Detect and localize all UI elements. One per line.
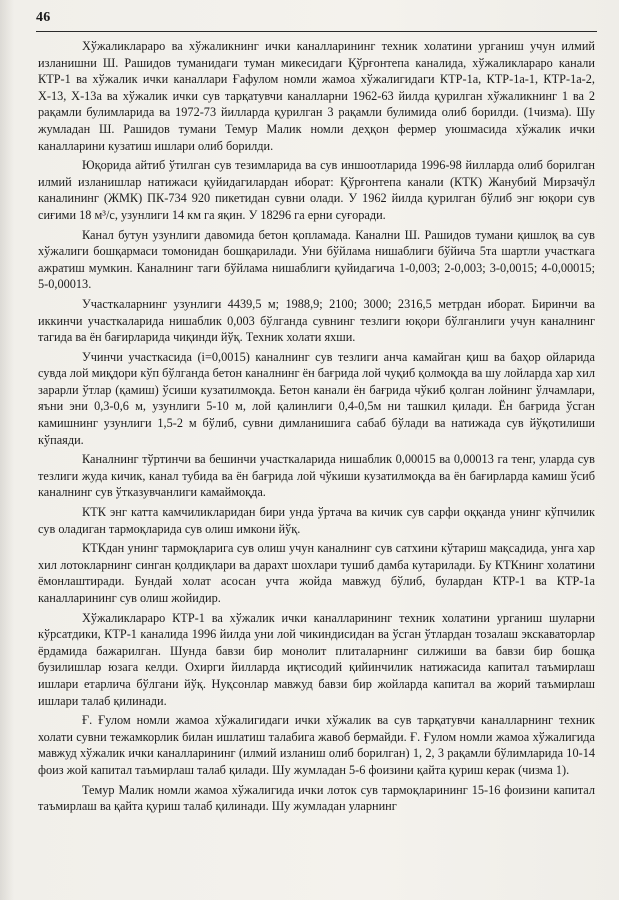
paragraph-7: КТК энг катта камчиликларидан бири унда ўртача ва кичик сув сарфи оққанда унинг кўпчилик сув оладиган тармоқларида сув олиш имкони йўқ. (38, 505, 595, 536)
paragraph-11: Темур Малик номли жамоа хўжалигида ички лоток сув тармоқларининг 15-16 фоизини капитал таъмирлаш ва қайта қуриш талаб қилинади. Шу жумладан уларнинг (38, 782, 595, 814)
body-text (38, 38, 595, 818)
paragraph-2: Юқорида айтиб ўтилган сув тезимларида ва сув иншоотларида 1996-98 йилларда олиб борилган илмий изланишлар натижаси қуйидагилардан иборат: Қўрғонтепа канали (КТК) Жанубий Мирзачўл каналининг (ЖМК) ПК-734 920 пикетидан сувни олади. У 1962 йилда қурилган бўлиб энг юқори сув сиғими 18 м³/с, узунлиги 14 км га яқин. У 18296 га ерни суғоради. (38, 158, 595, 222)
paragraph-8: КТКдан унинг тармоқларига сув олиш учун каналнинг сув сатхини кўтариш мақсадида, унга хар хил лотокларнинг синган қолдиқлари ва дарахт шохлари тушиб дамба кутарилади. Бу КТКнинг холатини ёмонлаштиради. Бундай холат асосан учта жойда мавжуд бўлиб, булардан КТР-1 ва КТР-1а каналларининг сув олиш жойидир. (38, 541, 595, 605)
paragraph-3: Канал бутун узунлиги давомида бетон қопламада. Канални Ш. Рашидов тумани қишлоқ ва сув хўжалиги бошқармаси томонидан бошқарилади. Уни бўйлама нишаблиги бўйича 5та шартли участкага ажратиш мумкин. Каналнинг таги бўйлама нишаблиги қуйидагича 1-0,003; 2-0,003; 3-0,0015; 4-0,00015; 5-0,00013. (38, 227, 595, 292)
paragraph-6: Каналнинг тўртинчи ва бешинчи участкаларида нишаблик 0,00015 ва 0,00013 га тенг, уларда сув тезлиги жуда кичик, канал тубида ва ён бағрида лой чўкиши кузатилмоқда ва ён бағирларда камиш ўсиб каналнинг сув ўтказувчанлиги камаймоқда. (38, 452, 595, 500)
paragraph-4: Участкаларнинг узунлиги 4439,5 м; 1988,9; 2100; 3000; 2316,5 метрдан иборат. Биринчи ва иккинчи участкаларида нишаблик 0,003 бўлганда сувнинг тезлиги юқори бўлганлиги учун каналнинг тагида ва ён бағирларида чиқинди йўқ. Техник холати яхши. (38, 296, 595, 345)
paragraph-1: Хўжаликлараро ва хўжаликнинг ички каналларининг техник холатини урганиш учун илмий изланишни Ш. Рашидов туманидаги туман микесидаги Қўрғонтепа каналида, хўжаликлараро канали КТР-1 ва хўжалик ички каналлари Ғафулом номли жамоа хўжалигидаги КТР-1а, КТР-1а-1, КТР-1а-2, Х-13, Х-13а ва хўжалик ички сув тарқатувчи каналларни 1962-63 йилда қурилган хўжаликнинг 1 ва 2 рақамли булимларида ва 1972-73 йилларда қурилган 3 рақамли булимида олиб борилди. (1чизма). Шу жумладан Ш. Рашидов тумани Темур Малик номли деҳқон фермер уюшмасида хўжалик ички каналларини кузатиш ишлари олиб борилди. (38, 39, 595, 153)
paragraph-10: Ғ. Ғулом номли жамоа хўжалигидаги ички хўжалик ва сув тарқатувчи каналларнинг техник холати сувни тежамкорлик билан ишлатиш талабига жавоб бермайди. Ғ. Ғулом номли жамоа хўжалигида мавжуд хўжалик ички каналларининг (илмий изланиш олиб борилган) 1, 2, 3 рақамли бўлимларида 10-14 фоиз жой капитал таъмирлаш талаб қилади. Шу жумладан 5-6 фоизини қайта қуриш керак (чизма 1). (38, 713, 595, 777)
header-rule (36, 31, 597, 32)
paragraph-9: Хўжаликлараро КТР-1 ва хўжалик ички каналларининг техник холатини урганиш шуларни кўрсатдики, КТР-1 каналида 1996 йилда уни лой чикиндисидан ва ўсган ўтлардан тозалаш экскаваторлар ёрдамида бажарилган. Шунда бавзи бир монолит плиталарнинг силжиши ва бавзи бир бошқа бузилишлар юзага келди. Охирги йилларда иқтисодий қийинчилик натижасида капитал таъмирлаш ишлари етарлича бўлгани йўқ. Нуқсонлар мавжуд бавзи бир жойларда капитал ва жорий таъмирлаш ишлари талаб қилинади. (38, 610, 595, 708)
page-number: 46 (36, 10, 51, 25)
paragraph-5: Учинчи участкасида (i=0,0015) каналнинг сув тезлиги анча камайган қиш ва баҳор ойларида сувда лой миқдори кўп бўлганда бетон каналнинг ён бағрида лой чуқиб қолмоқда ва шу лойларда хар хил зарарли ўтлар (қамиш) ўсиши кузатилмоқда. Бетон канали ён бағрида чўкиб қолган лойнинг ўлчамлари, яъни эни 0,3-0,6 м, узунлиги 5-10 м, лой қалинлиги 0,4-0,5м ни ташкил қилади. Ён бағрида ўсган камишнинг узунлиги 1,5-2 м бўлиб, сувни димланишига сабаб бўлади ва натижада сув йўқотилиши кўпаяди. (38, 349, 595, 447)
